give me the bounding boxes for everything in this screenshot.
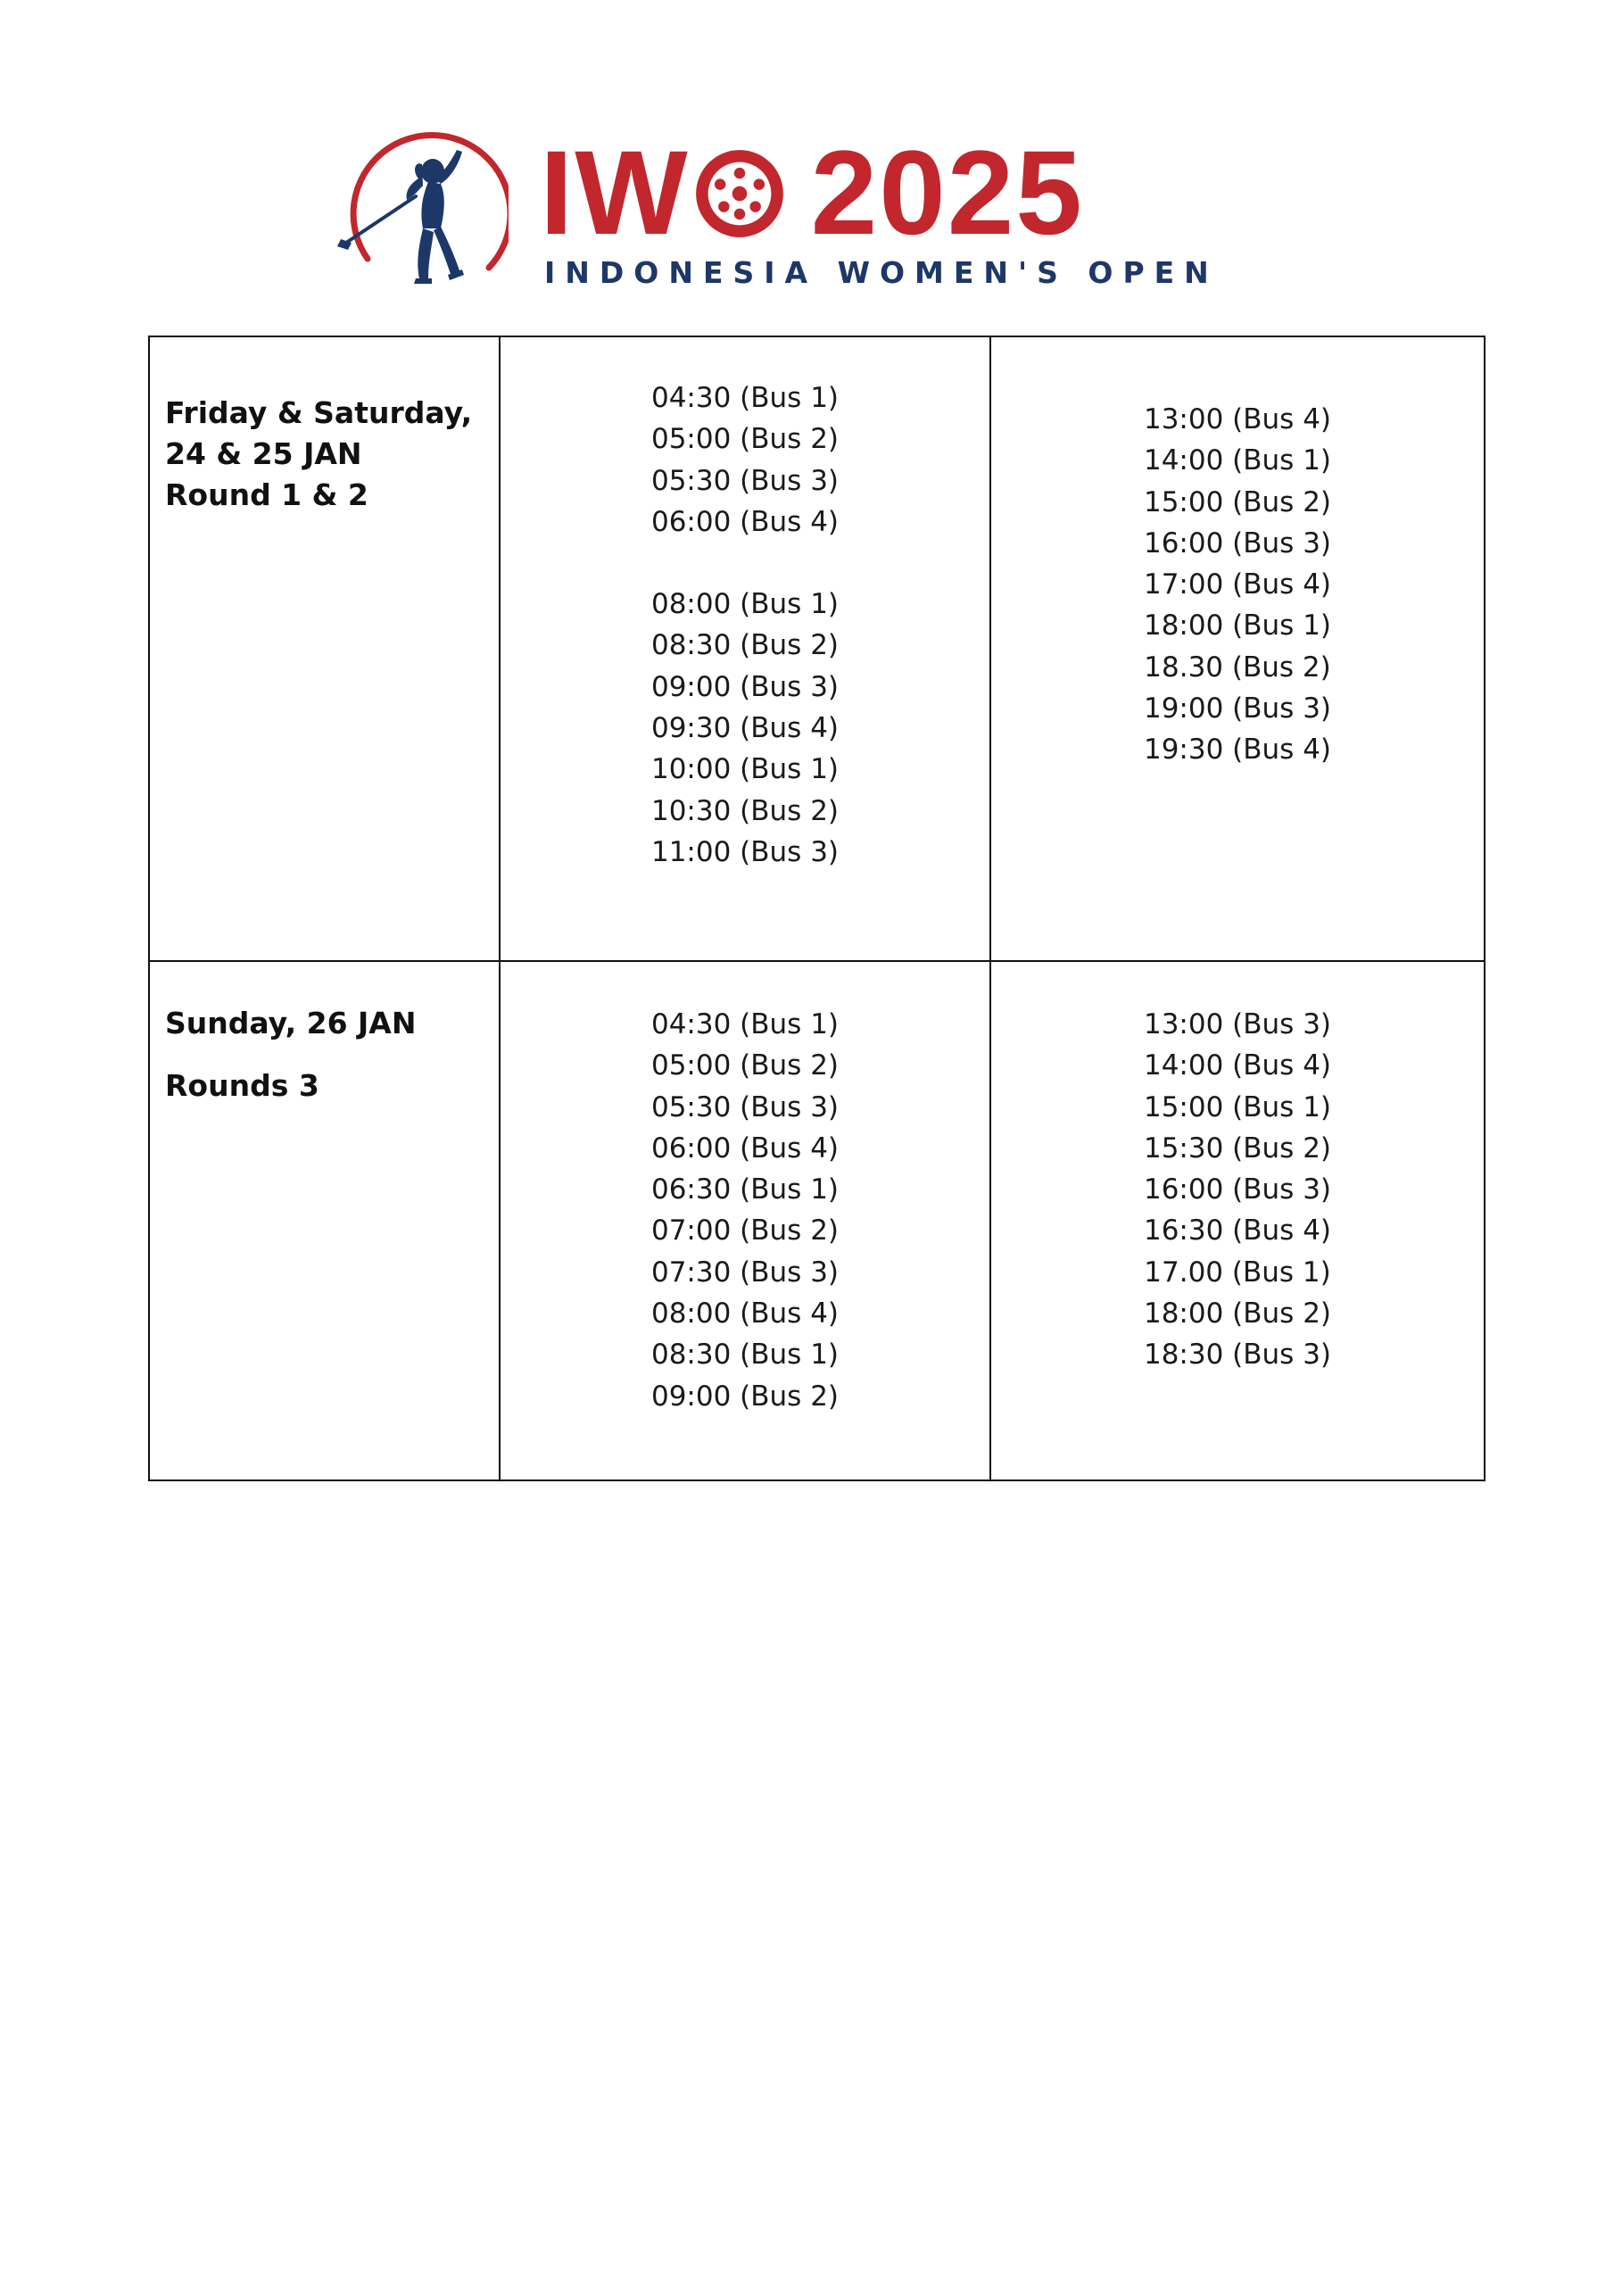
list-item: 09:00 (Bus 2): [650, 1380, 840, 1413]
list-item: 16:30 (Bus 4): [1143, 1214, 1332, 1247]
logo-wordmark-text: IW: [540, 127, 690, 260]
list-item: 06:00 (Bus 4): [650, 505, 840, 538]
list-item: 14:00 (Bus 4): [1143, 1049, 1332, 1082]
day-date: Friday & Saturday, 24 & 25 JAN: [165, 395, 473, 471]
day-cell: [149, 336, 500, 961]
late-times-list: [991, 962, 1484, 1376]
list-item: 05:00 (Bus 2): [650, 1049, 840, 1082]
list-item: 10:30 (Bus 2): [650, 794, 840, 827]
list-item: 06:30 (Bus 1): [650, 1173, 840, 1206]
list-item: 16:00 (Bus 3): [1143, 526, 1332, 559]
list-item: 04:30 (Bus 1): [650, 382, 840, 414]
list-item: 08:00 (Bus 1): [650, 588, 840, 621]
list-item: 04:30 (Bus 1): [650, 1008, 840, 1040]
logo-wordmark: [540, 127, 1084, 260]
list-item: 18:30 (Bus 3): [1143, 1339, 1332, 1372]
shuttle-schedule-table: [148, 336, 1485, 1481]
early-times-list: [501, 962, 989, 1417]
list-item: 17:00 (Bus 4): [1143, 568, 1332, 601]
late-times-list: [991, 337, 1484, 771]
list-item: 19:00 (Bus 3): [1143, 692, 1332, 725]
day-round: Rounds 3: [165, 1068, 319, 1103]
late-times-cell: [990, 336, 1485, 961]
list-item: 09:00 (Bus 3): [650, 670, 840, 703]
list-item: 09:30 (Bus 4): [650, 712, 840, 745]
event-logo: [330, 125, 1347, 294]
list-item: 13:00 (Bus 3): [1143, 1008, 1332, 1040]
list-item: 06:00 (Bus 4): [650, 1131, 840, 1165]
day-cell: [149, 961, 500, 1480]
day-round: Round 1 & 2: [165, 477, 368, 512]
list-item: 05:30 (Bus 3): [650, 464, 840, 497]
logo-year: 2025: [810, 127, 1084, 260]
list-item: 10:00 (Bus 1): [650, 753, 840, 786]
list-item: 08:30 (Bus 2): [650, 629, 840, 662]
list-item: 07:30 (Bus 3): [650, 1256, 840, 1289]
list-item: 15:00 (Bus 1): [1143, 1090, 1332, 1123]
list-item: 11:00 (Bus 3): [650, 835, 840, 868]
list-item: 14:00 (Bus 1): [1143, 444, 1332, 477]
golfer-swing-icon: [330, 125, 509, 294]
late-times-cell: [990, 961, 1485, 1480]
list-item: 08:30 (Bus 1): [650, 1339, 840, 1372]
list-item: 13:00 (Bus 4): [1143, 403, 1332, 435]
early-times-cell: [500, 961, 990, 1480]
early-times-list: [501, 337, 989, 873]
table-row: [149, 336, 1485, 961]
list-item: 05:00 (Bus 2): [650, 423, 840, 456]
list-item: 05:30 (Bus 3): [650, 1090, 840, 1123]
list-item: 15:00 (Bus 2): [1143, 485, 1332, 518]
list-item: 17.00 (Bus 1): [1144, 1256, 1331, 1289]
list-item: 08:00 (Bus 4): [650, 1297, 840, 1330]
list-item: 15:30 (Bus 2): [1143, 1131, 1332, 1165]
list-item: 18:00 (Bus 2): [1143, 1297, 1332, 1330]
day-date: Sunday, 26 JAN: [165, 1006, 417, 1040]
list-item: 07:00 (Bus 2): [650, 1214, 840, 1247]
table-row: [149, 961, 1485, 1480]
logo-tagline: INDONESIA WOMEN'S OPEN: [544, 255, 1219, 290]
list-item: 16:00 (Bus 3): [1143, 1173, 1332, 1206]
list-item: 19:30 (Bus 4): [1143, 734, 1332, 767]
list-item: 18.30 (Bus 2): [1144, 651, 1331, 684]
list-item: 18:00 (Bus 1): [1143, 609, 1332, 642]
golf-ball-icon: [693, 147, 786, 240]
early-times-cell: [500, 336, 990, 961]
